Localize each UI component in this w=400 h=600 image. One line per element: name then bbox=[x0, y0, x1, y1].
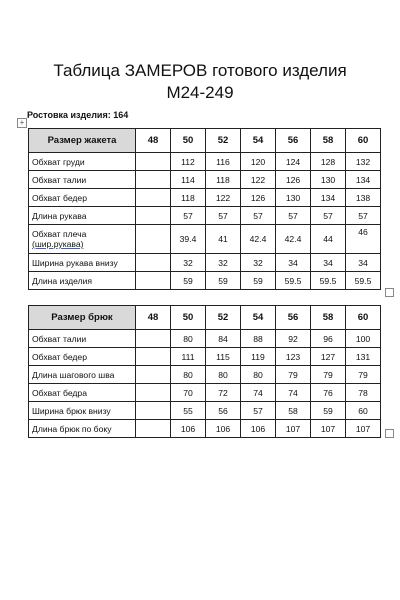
table-cell: 34 bbox=[311, 254, 346, 272]
table-cell: 118 bbox=[206, 171, 241, 189]
table-cell: 115 bbox=[206, 348, 241, 366]
table-cell: 112 bbox=[171, 153, 206, 171]
table-cell: 111 bbox=[171, 348, 206, 366]
table-cell: 57 bbox=[276, 207, 311, 225]
table-cell: 130 bbox=[276, 189, 311, 207]
table-cell: 118 bbox=[171, 189, 206, 207]
table-cell: 59 bbox=[311, 402, 346, 420]
table-cell: 106 bbox=[206, 420, 241, 438]
table-cell: 126 bbox=[241, 189, 276, 207]
table-cell: 80 bbox=[241, 366, 276, 384]
table-cell: 57 bbox=[311, 207, 346, 225]
table-row bbox=[29, 225, 381, 254]
model-code: М24-249 bbox=[166, 83, 234, 102]
table-cell: 57 bbox=[206, 207, 241, 225]
height-label: Ростовка изделия: 164 bbox=[27, 110, 129, 120]
document-title: Таблица ЗАМЕРОВ готового изделия bbox=[53, 61, 347, 80]
row-label: Обхват бедра bbox=[29, 384, 136, 402]
table-cell: 57 bbox=[241, 207, 276, 225]
table-cell: 134 bbox=[311, 189, 346, 207]
table-cell: 127 bbox=[311, 348, 346, 366]
table-cell: 34 bbox=[346, 254, 381, 272]
table-cell: 79 bbox=[346, 366, 381, 384]
table-cell: 78 bbox=[346, 384, 381, 402]
table-cell bbox=[136, 254, 171, 272]
row-label: Длина брюк по боку bbox=[29, 420, 136, 438]
pants-measurements-table bbox=[28, 305, 381, 438]
table-cell: 107 bbox=[346, 420, 381, 438]
table-cell: 32 bbox=[171, 254, 206, 272]
table-cell bbox=[136, 402, 171, 420]
table-cell: 106 bbox=[241, 420, 276, 438]
table-cell: 106 bbox=[171, 420, 206, 438]
header-cell: 58 bbox=[311, 306, 346, 330]
table-header-row bbox=[29, 129, 381, 153]
table-row bbox=[29, 254, 381, 272]
table-cell bbox=[136, 225, 171, 254]
table-cell: 114 bbox=[171, 171, 206, 189]
table-row bbox=[29, 384, 381, 402]
header-cell: Размер жакета bbox=[29, 129, 136, 153]
table-row bbox=[29, 420, 381, 438]
header-cell: 48 bbox=[136, 129, 171, 153]
table-cell: 59 bbox=[206, 272, 241, 290]
row-end-marker-icon bbox=[385, 429, 394, 438]
header-cell: 52 bbox=[206, 129, 241, 153]
table-row bbox=[29, 153, 381, 171]
table-cell: 124 bbox=[276, 153, 311, 171]
row-label: Длина шагового шва bbox=[29, 366, 136, 384]
table-cell: 130 bbox=[311, 171, 346, 189]
table-cell: 122 bbox=[241, 171, 276, 189]
table-cell bbox=[136, 207, 171, 225]
table-cell bbox=[136, 272, 171, 290]
table-cell bbox=[136, 348, 171, 366]
table-cell: 96 bbox=[311, 330, 346, 348]
table-cell: 107 bbox=[276, 420, 311, 438]
table-cell: 138 bbox=[346, 189, 381, 207]
table-cell: 44 bbox=[311, 225, 346, 254]
table-cell bbox=[136, 366, 171, 384]
table-cell: 126 bbox=[276, 171, 311, 189]
table-cell: 58 bbox=[276, 402, 311, 420]
table-cell: 59.5 bbox=[311, 272, 346, 290]
header-cell: 60 bbox=[346, 129, 381, 153]
table-cell: 107 bbox=[311, 420, 346, 438]
row-label: Обхват талии bbox=[29, 171, 136, 189]
header-cell: 56 bbox=[276, 306, 311, 330]
table-row bbox=[29, 330, 381, 348]
table-cell: 57 bbox=[346, 207, 381, 225]
table-cell: 72 bbox=[206, 384, 241, 402]
table-cell bbox=[136, 171, 171, 189]
table-cell: 59.5 bbox=[276, 272, 311, 290]
table-cell: 122 bbox=[206, 189, 241, 207]
header-cell: 58 bbox=[311, 129, 346, 153]
table-cell: 79 bbox=[276, 366, 311, 384]
table-cell: 131 bbox=[346, 348, 381, 366]
jacket-measurements-table bbox=[28, 128, 381, 290]
header-cell: 54 bbox=[241, 306, 276, 330]
table-cell bbox=[136, 189, 171, 207]
row-label: Обхват талии bbox=[29, 330, 136, 348]
table-cell bbox=[136, 153, 171, 171]
table-cell: 88 bbox=[241, 330, 276, 348]
table-cell: 59.5 bbox=[346, 272, 381, 290]
table-cell: 59 bbox=[241, 272, 276, 290]
row-label: Обхват груди bbox=[29, 153, 136, 171]
table-cell bbox=[136, 420, 171, 438]
table-cell: 32 bbox=[206, 254, 241, 272]
table-move-handle-icon[interactable]: + bbox=[17, 118, 27, 128]
row-label: Ширина рукава внизу bbox=[29, 254, 136, 272]
header-cell: 60 bbox=[346, 306, 381, 330]
table-cell: 120 bbox=[241, 153, 276, 171]
table-cell bbox=[136, 330, 171, 348]
header-cell: 50 bbox=[171, 129, 206, 153]
table-cell: 84 bbox=[206, 330, 241, 348]
table-row bbox=[29, 207, 381, 225]
header-cell: 52 bbox=[206, 306, 241, 330]
header-cell: 50 bbox=[171, 306, 206, 330]
table-cell: 42.4 bbox=[276, 225, 311, 254]
row-label: Длина изделия bbox=[29, 272, 136, 290]
table-cell: 46 bbox=[346, 225, 381, 254]
table-cell: 134 bbox=[346, 171, 381, 189]
header-cell: 56 bbox=[276, 129, 311, 153]
table-cell: 76 bbox=[311, 384, 346, 402]
table-cell: 92 bbox=[276, 330, 311, 348]
table-cell: 32 bbox=[241, 254, 276, 272]
table-cell: 74 bbox=[241, 384, 276, 402]
table-cell: 100 bbox=[346, 330, 381, 348]
header-cell: 54 bbox=[241, 129, 276, 153]
table-cell: 57 bbox=[241, 402, 276, 420]
table-row bbox=[29, 366, 381, 384]
header-cell: Размер брюк bbox=[29, 306, 136, 330]
table-header-row bbox=[29, 306, 381, 330]
table-row bbox=[29, 171, 381, 189]
table-cell: 74 bbox=[276, 384, 311, 402]
table-cell: 60 bbox=[346, 402, 381, 420]
table-cell: 59 bbox=[171, 272, 206, 290]
table-cell: 42.4 bbox=[241, 225, 276, 254]
table-cell: 41 bbox=[206, 225, 241, 254]
row-label-line: (шир.рукава) bbox=[32, 239, 84, 249]
table-cell: 56 bbox=[206, 402, 241, 420]
row-label: Ширина брюк внизу bbox=[29, 402, 136, 420]
table-cell: 116 bbox=[206, 153, 241, 171]
row-label: Длина рукава bbox=[29, 207, 136, 225]
table-cell: 123 bbox=[276, 348, 311, 366]
table-cell: 39.4 bbox=[171, 225, 206, 254]
table-cell: 128 bbox=[311, 153, 346, 171]
table-cell: 80 bbox=[206, 366, 241, 384]
table-row bbox=[29, 272, 381, 290]
table-cell: 132 bbox=[346, 153, 381, 171]
table-row bbox=[29, 402, 381, 420]
table-row bbox=[29, 189, 381, 207]
row-label bbox=[29, 225, 136, 254]
table-cell bbox=[136, 384, 171, 402]
table-cell: 119 bbox=[241, 348, 276, 366]
table-row bbox=[29, 348, 381, 366]
row-label: Обхват бедер bbox=[29, 189, 136, 207]
row-label: Обхват бедер bbox=[29, 348, 136, 366]
table-cell: 80 bbox=[171, 366, 206, 384]
table-cell: 55 bbox=[171, 402, 206, 420]
table-cell: 34 bbox=[276, 254, 311, 272]
table-cell: 70 bbox=[171, 384, 206, 402]
row-end-marker-icon bbox=[385, 288, 394, 297]
table-cell: 80 bbox=[171, 330, 206, 348]
table-cell: 57 bbox=[171, 207, 206, 225]
header-cell: 48 bbox=[136, 306, 171, 330]
table-cell: 79 bbox=[311, 366, 346, 384]
row-label-line: Обхват плеча bbox=[32, 229, 87, 239]
